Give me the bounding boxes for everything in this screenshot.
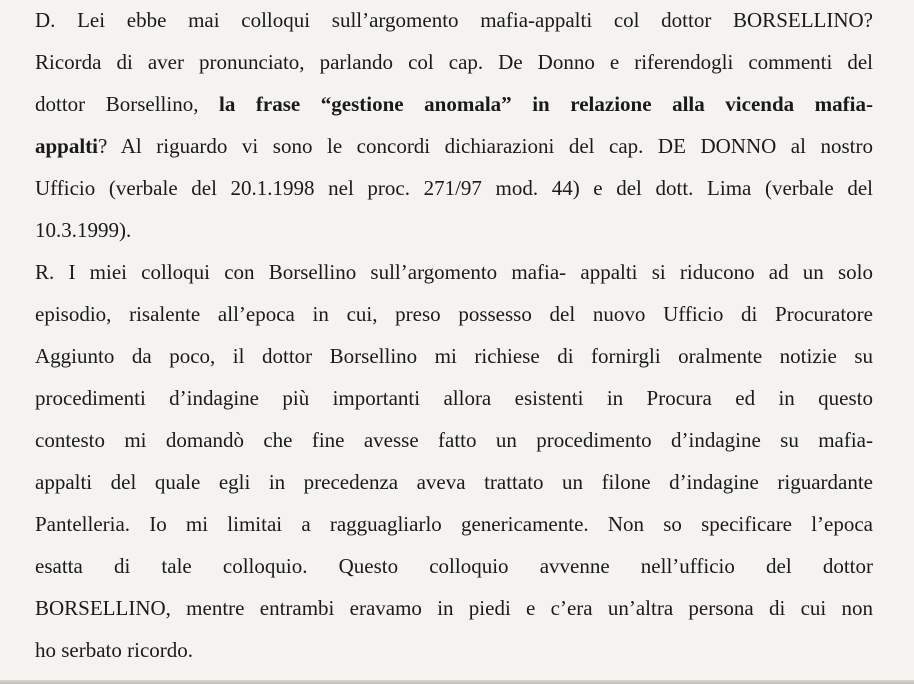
text-line: dottor Borsellino, la frase “gestione anomala” in relazione alla vicenda mafia-	[35, 92, 873, 116]
text-line: esatta di tale colloquio. Questo colloquio avvenne nell’ufficio del dottor	[35, 554, 873, 578]
text-line: procedimenti d’indagine più importanti allora esistenti in Procura ed in questo	[35, 386, 873, 410]
text-line: Ricorda di aver pronunciato, parlando col cap. De Donno e riferendogli commenti del	[35, 50, 873, 74]
text-line: 10.3.1999).	[35, 218, 132, 242]
text-line: R. I miei colloqui con Borsellino sull’argomento mafia- appalti si riducono ad un solo	[35, 260, 873, 284]
text-line: episodio, risalente all’epoca in cui, preso possesso del nuovo Ufficio di Procuratore	[35, 302, 873, 326]
page-bottom-edge	[0, 680, 914, 684]
bold-phrase: la frase “gestione anomala” in relazione alla vicenda mafia-	[219, 92, 873, 116]
text-line: ho serbato ricordo.	[35, 638, 194, 662]
text-line: appalti? Al riguardo vi sono le concordi dichiarazioni del cap. DE DONNO al nostro	[35, 134, 873, 158]
text-line: Ufficio (verbale del 20.1.1998 nel proc. 271/97 mod. 44) e del dott. Lima (verbale del	[35, 176, 873, 200]
text-line: appalti del quale egli in precedenza aveva trattato un filone d’indagine riguardante	[35, 470, 873, 494]
text-line: BORSELLINO, mentre entrambi eravamo in piedi e c’era un’altra persona di cui non	[35, 596, 873, 620]
text-line: contesto mi domandò che fine avesse fatto un procedimento d’indagine su mafia-	[35, 428, 873, 452]
bold-phrase-end: appalti	[35, 134, 99, 158]
text-line: Aggiunto da poco, il dottor Borsellino mi richiese di fornirgli oralmente notizie su	[35, 344, 873, 368]
text-line: D. Lei ebbe mai colloqui sull’argomento mafia-appalti col dottor BORSELLINO?	[35, 8, 873, 32]
text-line: Pantelleria. Io mi limitai a ragguagliarlo genericamente. Non so specificare l’epoca	[35, 512, 873, 536]
